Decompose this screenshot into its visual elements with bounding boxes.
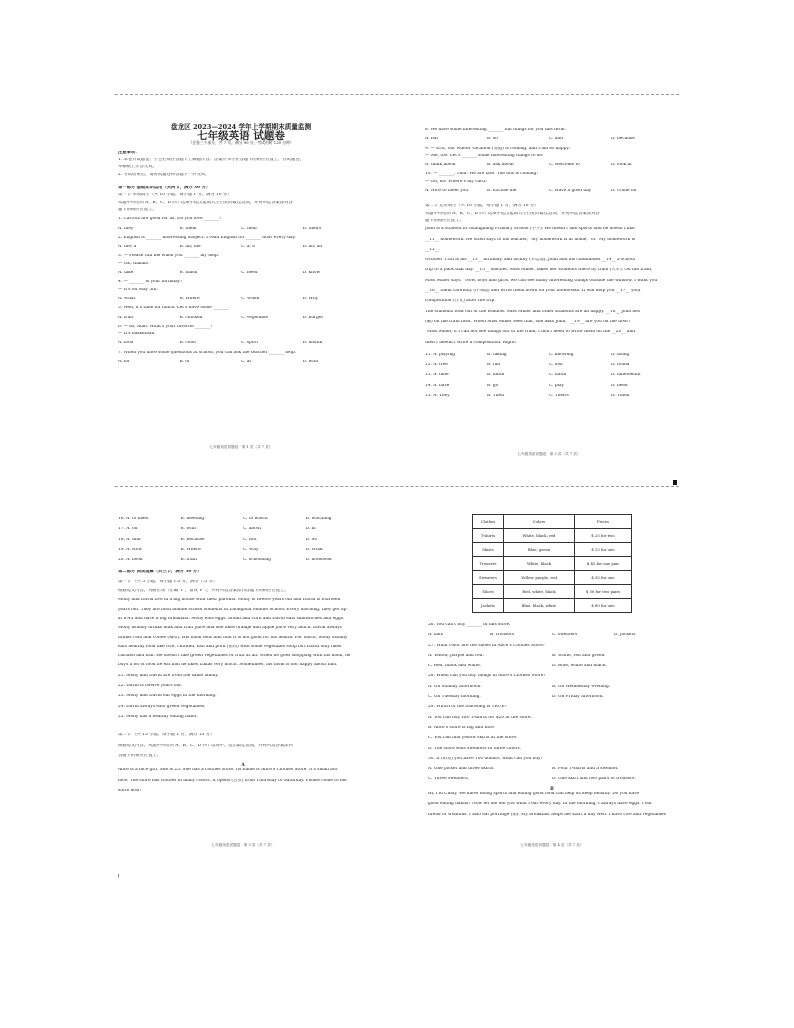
option: B. taking <box>487 352 507 357</box>
option: 14. A. have <box>425 383 450 388</box>
section1-instruction: 题卡的相应位置上。 <box>118 207 157 212</box>
option: C. lost <box>549 363 563 368</box>
section2-instruction: 从题中所给的 A、B、C、D 四个选项中选出能填入空白处的最佳选项，并将所选答案涂到答 <box>425 211 600 216</box>
option: 20. A. book <box>118 558 143 563</box>
page-1-footer: 七年级英语试题卷 · 第 1 页（共 7 页） <box>209 445 273 449</box>
option: C. ninth <box>549 373 567 378</box>
option: B. ask about <box>487 163 515 168</box>
option: D. month <box>302 341 323 346</box>
option: B. them <box>179 226 197 231</box>
option: B. finish <box>179 271 198 276</box>
option: C. You can find yellow skirts at the store. <box>428 736 518 741</box>
table-cell: Shoes <box>473 585 504 599</box>
cloze-line: __12__." <box>425 247 443 252</box>
cloze-options-18 <box>118 538 368 542</box>
question-reply: — It's basketball. <box>118 332 156 337</box>
section1-heading: 第一节 单项填空（共 10 小题；每小题 1 分，满分 10 分） <box>118 193 232 198</box>
passage-line: buys a lot of food he eat and he likes Lukas very much. Sometimes, his mom is not happy about him. <box>118 663 338 668</box>
option: D. burger <box>302 315 324 320</box>
passage-line: chicken and fish. He doesn't like green vegetables or fruit at all. When he goes shopping with his mom, he <box>118 654 351 659</box>
option: B. fun <box>487 363 501 368</box>
tf-item: 23. Molly and David eat eggs in the morning. <box>118 694 217 699</box>
option: B. go <box>487 383 499 388</box>
section1-instruction: 从题中所给的 A、B、C、D 四个选项中选出能填入空白处的最佳选项，并将所选答案涂到答 <box>118 200 293 205</box>
option: C. Why <box>243 547 259 552</box>
passage-b-line: Hi, I'm Cindy. We know doing sports and eating good food can help us keep healthy. Do you have <box>428 792 640 797</box>
table-cell: T-shirts <box>473 529 504 543</box>
reading-section2-instruction: 答题卡的相应位置上。 <box>118 753 161 758</box>
cloze-line: October 11th is his __13__ birthday, and luckily (幸运地), John and his classmates __14__ a school <box>425 258 635 263</box>
option: 19. A. How <box>118 547 143 552</box>
option: A. One jacket and three skirts. <box>428 767 495 772</box>
table-cell: White, black <box>504 557 575 571</box>
option: D. One skirt and two pairs of trousers. <box>552 777 636 782</box>
question-1 <box>118 217 364 231</box>
option: B. so <box>487 137 498 142</box>
cloze-line: then I needn't write a composition. Right?" <box>425 340 519 345</box>
table-cell: Sweaters <box>473 571 504 585</box>
option: A. for <box>118 360 131 365</box>
page-2 <box>425 128 673 398</box>
left-margin-tick <box>118 874 119 877</box>
cloze-options-11 <box>425 353 673 357</box>
page-3-footer: 七年级英语试题卷 · 第 3 页（共 7 页） <box>211 843 275 847</box>
table-cell: $ 15 for one <box>575 543 632 557</box>
question-reply: — Me, too. Let's _______ some interesting things to do. <box>425 153 544 158</box>
option: 13. A. nine <box>425 373 449 378</box>
option: B. color <box>179 341 197 346</box>
question-stem: 10. — _______, Tina! We are late. The bus is coming! <box>425 172 538 177</box>
table-cell: Trousers <box>473 557 504 571</box>
option: C. sweaters <box>552 633 578 638</box>
table-cell: Red, white, black <box>504 585 575 599</box>
passage-line: drinks cola and coffee (咖啡). His mom tells him that it is not good for his health. For lunch, Molly usually <box>118 635 348 640</box>
question-7 <box>118 351 364 365</box>
option: B. chicken <box>179 315 203 320</box>
option: A. hats <box>428 633 444 638</box>
option: D. watching <box>305 517 332 521</box>
tf-item: 25. Molly has a healthy eating habit. <box>118 714 198 719</box>
table-row <box>473 557 632 571</box>
question-stem: 2. English is _______ interesting subject. I read English for _______ hour every day. <box>118 235 296 240</box>
option: B. On Wednesday evening. <box>552 684 611 689</box>
question-stem: 4. — _______ is your birthday? <box>118 280 183 285</box>
passage-b-label: B <box>550 786 554 792</box>
option: A. food <box>118 341 134 346</box>
option: D. look at <box>611 163 632 168</box>
option: C. knowing <box>549 352 574 357</box>
question-29 <box>428 705 676 750</box>
notice-heading: 注意事项： <box>118 150 140 155</box>
top-cut-line <box>115 94 679 95</box>
option: C. On Tuesday morning. <box>428 695 481 700</box>
option: D. need <box>611 383 628 388</box>
passage-line: at 6:45 and have a big breakfast. Molly eats eggs, bread and corn and David eats sandwiches and eggs. <box>118 616 345 621</box>
table-cell: $ 35 for one <box>575 571 632 585</box>
cloze-options-15 <box>425 394 673 398</box>
option: C. welcome to <box>549 163 580 168</box>
option: C. their <box>241 226 258 231</box>
option: B. train <box>180 558 197 563</box>
option: 11. A. playing <box>425 352 456 357</box>
passage-a-line: nice. The store has clothes in many colors. It opens (营业) from Thursday to Saturday. Please come to her <box>118 778 348 783</box>
question-4 <box>118 280 364 301</box>
option: A. the; a <box>118 245 137 250</box>
option: B. Alice's store is big and nice. <box>428 725 496 730</box>
option: 17. A. on <box>118 527 138 532</box>
passage-a-line: Alice is a nice girl. She is 25. She has a clothes store. Its name is Alice's Clothes Store. It's small but <box>118 768 338 773</box>
cloze-passage <box>425 227 673 345</box>
question-stem: 8. We have some interesting _______ fun things for you this term. <box>425 128 566 132</box>
option: D. Come on <box>611 189 637 194</box>
page-3 <box>118 517 368 793</box>
question-30 <box>428 757 676 782</box>
cloze-options-12 <box>425 363 673 367</box>
table-header-cell: Prices <box>575 515 632 529</box>
option: D. because <box>611 137 635 142</box>
cloze-line: composition (作文) after the trip. <box>425 299 496 304</box>
option: C. and <box>549 137 563 142</box>
table-cell: Skirts <box>473 543 504 557</box>
option: B. an; the <box>179 245 201 250</box>
option: B. ninth <box>487 373 505 378</box>
question-stem: 6. — Hi, Alan. What's your favorite _______? <box>118 324 213 329</box>
option: 18. A. And <box>118 537 141 542</box>
reading-section1-heading: 第一节 （共 5 小题，每小题 1.5 分，满分 7.5 分） <box>118 579 218 584</box>
notice-item: 2. 考试结束后，请将试题卷和答题卡一并交回。 <box>118 172 210 177</box>
passage-line: years old. They are both middle school students in Zhonghua Middle School. Every morning, they get up <box>118 607 347 612</box>
question-stem: 9. — Eric, our winter vacation (寒假) is coming, and I am so happy! <box>425 146 571 151</box>
option: A. On Sunday afternoon. <box>428 684 482 689</box>
section2-instruction: 题卡的相应位置上。 <box>425 218 464 223</box>
option: D. nineteenth <box>611 373 641 378</box>
table-cell: $ 50 for two pairs <box>575 585 632 599</box>
option: B. Where <box>179 296 200 301</box>
table-cell: Blue, black, white <box>504 599 575 613</box>
option: A. You can buy two T-shirts for $20 at the store. <box>428 715 532 720</box>
option: D. with <box>302 360 319 365</box>
reading-section2-instruction: 根据短文内容，从题中所给的 A、B、C、D 四个选项中，选出最佳选项，并将所选答案涂到 <box>118 743 293 748</box>
passage-a-label: A <box>241 763 245 769</box>
option: B. Four T-shirts and a sweater. <box>552 767 619 772</box>
cloze-line: __16__ them carefully (仔细地) and write them down on your notebooks. It will help you __17__ your <box>425 289 641 294</box>
question-reply: — Oh, no! Where's my card? <box>425 179 488 184</box>
option: A. they <box>118 226 134 231</box>
passage-line: eats healthy food like rice, chicken, fish and pork (猪肉) with some vegetable soup but David only likes <box>118 644 342 649</box>
option: 12. A. free <box>425 363 448 368</box>
option: B. Because <box>180 537 205 542</box>
cloze-options-17 <box>118 527 368 531</box>
option: C. sport <box>241 341 259 346</box>
passage-b-line: good eating habits? Now let me tell you what I eat every day. In the morning, I always have eggs. I eat <box>428 802 652 807</box>
option: C. need <box>241 271 258 276</box>
question-stem: 30. If (如果) you have 100 dollars, what can you buy? <box>428 756 543 761</box>
option: B. with <box>180 527 196 532</box>
option: D. The store sells sweaters in three colors. <box>428 746 522 751</box>
table-cell: Yellow, purple, red <box>504 571 575 585</box>
option: C. to watch <box>243 517 268 521</box>
option: D. notebook <box>305 558 332 563</box>
table-header-cell: Colors <box>504 515 575 529</box>
question-9 <box>425 147 673 168</box>
option: A. think about <box>425 163 456 168</box>
table-header-cell: Clothes <box>473 515 504 529</box>
table-cell: $ 25 for two <box>575 529 632 543</box>
option: D. Blue, white and black. <box>552 664 607 669</box>
notice-item: 草稿纸上作答无效。 <box>118 165 157 170</box>
option: 16. A. to meet <box>118 517 149 521</box>
question-stem: 29. Which of the following is TRUE? <box>428 705 507 710</box>
table-cell: Blue, green <box>504 543 575 557</box>
option: C. Have a good day <box>549 189 592 194</box>
question-5 <box>118 306 364 320</box>
table-cell: Jackets <box>473 599 504 613</box>
option: B. of <box>179 360 190 365</box>
cloze-options-16 <box>118 517 368 521</box>
option: A. but <box>425 137 439 142</box>
option: D. jackets <box>614 633 636 638</box>
question-8 <box>425 128 673 142</box>
option: B. Where <box>180 547 201 552</box>
cloze-options-13 <box>425 373 673 377</box>
option: D. in <box>305 527 316 532</box>
option: D. What <box>305 547 323 552</box>
option: B. Excuse me <box>487 189 517 194</box>
option: D. found <box>611 363 630 368</box>
question-3 <box>118 254 364 275</box>
cloze-line: "Miss Miller, if I can not see things out of the train, I don't need to write them on the __20__ and <box>425 330 636 335</box>
option: D. an; an <box>302 245 322 250</box>
question-stem: 7. When you have some questions at school, you can ask the teacher _______ help. <box>118 350 297 355</box>
cloze-line: trip to a park that day. __15__ teacher, Miss Miller, takes her students there by train (火车). On the train, <box>425 268 653 273</box>
question-27 <box>428 644 676 669</box>
question-6 <box>118 325 364 346</box>
option: C. Three sweaters. <box>428 777 469 782</box>
option: C. But <box>243 537 257 542</box>
table-row <box>473 599 632 613</box>
question-10 <box>425 172 673 193</box>
question-stem: 1. Carrots are good for us. Do you love _______? <box>118 217 222 222</box>
option: A. fruit <box>118 315 134 320</box>
exam-info: （全卷三个部分，共 7 页。满分 90 分，考试用时 120 分钟） <box>188 140 294 146</box>
tf-item: 21. Molly and David are from the same family. <box>118 673 219 678</box>
passage-line: Molly and David live in a big house with their parents. Molly is twelve years old and David is fourteen <box>118 598 341 603</box>
option: C. at <box>241 360 252 365</box>
table-row <box>473 571 632 585</box>
reading-section2-heading: 第二节 （共 15 小题，每小题 1 分，满分 15 分） <box>118 733 215 738</box>
question-stem: 3. — Please call me when you _______ my help. <box>118 254 220 259</box>
clothes-price-table <box>472 514 632 613</box>
reading-passage-molly <box>118 598 368 667</box>
cloze-line: __11__ homework. He often says to his teacher, "My homework is at home," or "My homework is <box>425 237 636 242</box>
question-stem: 28. When can you buy things in Alice's Clothes Store? <box>428 674 546 679</box>
option: C. play <box>549 383 564 388</box>
table-row <box>473 529 632 543</box>
part1-heading: 第一部分 基础知识运用（共两节，满分 30 分） <box>118 186 211 191</box>
page-4 <box>428 514 676 817</box>
option: C. When <box>241 296 260 301</box>
table-cell: $ 45 for one pair <box>575 557 632 571</box>
section2-heading: 第二节 完形填空（共 10 小题，每小题 1 分，满分 10 分） <box>425 204 539 209</box>
option: C. a; a <box>241 245 255 250</box>
option: 15. A. They <box>425 394 450 399</box>
cloze-line: The students look out of the window. Miss Miller and other students are all happy. __18__ John lies <box>425 309 640 314</box>
option: B. meeting <box>180 517 205 521</box>
part2-heading: 第二部分 阅读理解（共三节，满分 30 分） <box>118 570 202 575</box>
option: D. doing <box>611 352 630 357</box>
page-2-footer: 七年级英语试题卷 · 第 2 页（共 7 页） <box>517 452 581 456</box>
option: B. White, red and green. <box>552 653 606 658</box>
option: A. take <box>118 271 134 276</box>
option: A. What <box>118 296 136 301</box>
passage-a-line: store now! <box>118 789 142 794</box>
option: D. Why <box>302 296 319 301</box>
question-26 <box>428 623 676 638</box>
table-header-row <box>473 515 632 529</box>
fold-mark <box>673 480 677 485</box>
table-cell: White, black, red <box>504 529 575 543</box>
option: B. trousers <box>490 633 515 638</box>
page-1 <box>118 124 364 364</box>
question-stem: 26. You can't buy _______ in this store. <box>428 623 511 627</box>
option: C. vegetable <box>241 315 269 320</box>
cloze-line: (躺) on the train floor. When Miss Miller sees that, she asks John, "__19__ are you on the floor?" <box>425 319 633 324</box>
question-2 <box>118 236 364 250</box>
page-4-footer: 七年级英语试题卷 · 第 4 页（共 7 页） <box>520 843 584 847</box>
option: D. know <box>302 271 321 276</box>
passage-b-line: bread or wontons. I also eat porridge (粥). My breakfast helps me start a day well. I have rice and vegetables <box>428 812 666 817</box>
table-row <box>473 585 632 599</box>
cloze-options-14 <box>425 384 673 388</box>
table-cell: $ 60 for one <box>575 599 632 613</box>
tf-item: 22. David is twelve years old. <box>118 684 182 689</box>
option: C. Theirs <box>549 394 569 399</box>
option: C. Red, black and white. <box>428 664 482 669</box>
option: C. about <box>243 527 262 532</box>
option: D. So <box>305 537 318 542</box>
option: C. schoolbag <box>243 558 271 563</box>
option: B. Their <box>487 394 505 399</box>
exam-title: 盘龙区 2023—2024 学年上学期期末质量监测 <box>170 123 312 131</box>
option: D. theirs <box>302 226 322 231</box>
table-row <box>473 543 632 557</box>
question-stem: 5. Well, it's time for lunch. Let's have some _______. <box>118 306 230 311</box>
question-stem: 27. What color are the shoes in Alice's Clothes Store? <box>428 643 546 648</box>
question-28 <box>428 674 676 699</box>
tf-item: 24. David always eats green vegetables. <box>118 704 206 709</box>
cloze-line: Miss Miller says, "Now, boys and girls, we can see many interesting things outside the window. I want you <box>425 278 658 283</box>
passage-line: Molly usually drinks milk and fruit juice and she likes orange and apple juice very much. David always <box>118 626 342 631</box>
option: D. Them <box>611 394 630 399</box>
middle-cut-line <box>115 486 679 487</box>
option: A. Nice to meet you <box>425 189 468 194</box>
cloze-options-20 <box>118 558 368 562</box>
cloze-line: John is a student in Guangming Primary School (小学). He doesn't like sports and he doesn't like <box>425 227 635 232</box>
reading-section1-instruction: 根据短文内容，判断正误（正确"T"，错误"F"），并将所选答案涂到答题卡的相应位置上。 <box>118 589 289 594</box>
question-reply: — OK, thanks. <box>118 261 150 266</box>
question-reply: — It's on May 5th. <box>118 287 158 292</box>
notice-item: 1. 本卷为试题卷。学生必须在答题卡上解题作答。答案应书写在答题卡的相应位置上，在试题卷、 <box>118 158 304 163</box>
option: D. On Friday afternoon. <box>552 695 604 700</box>
subject-title: 七年级英语 试题卷 <box>197 129 285 142</box>
option: A. Yellow, purple and red. <box>428 653 484 658</box>
cloze-options-19 <box>118 548 368 552</box>
